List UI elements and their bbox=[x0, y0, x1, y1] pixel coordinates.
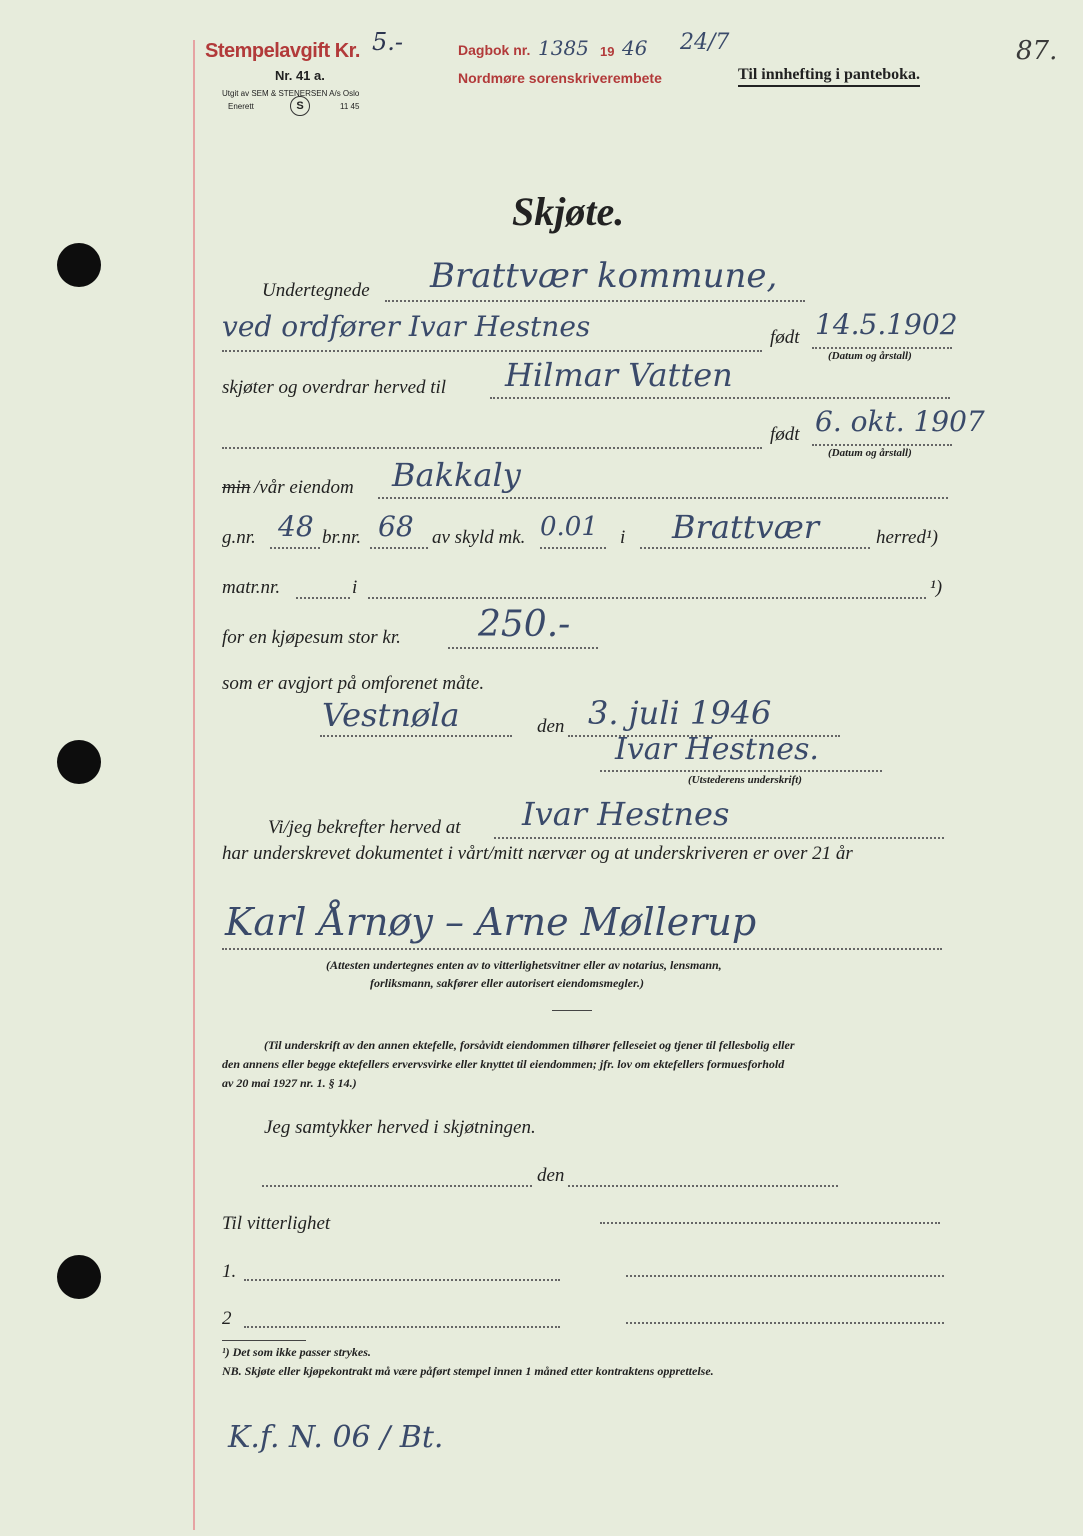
publisher-logo: S bbox=[290, 96, 310, 116]
vitner-signatures: Karl Årnøy – Arne Møllerup bbox=[225, 900, 757, 944]
fodt1-label: født bbox=[770, 327, 800, 348]
matr-line bbox=[296, 597, 350, 599]
witness-1-addr-line bbox=[626, 1275, 944, 1277]
skyld-label: av skyld mk. bbox=[432, 527, 526, 548]
samtykke-signatur-line bbox=[600, 1222, 940, 1224]
page-number: 87. bbox=[1016, 36, 1058, 66]
gnr-line bbox=[270, 547, 320, 549]
brnr-line bbox=[370, 547, 428, 549]
witness-2-name-line bbox=[244, 1326, 560, 1328]
margin-rule bbox=[193, 40, 195, 1530]
stamp-amount: 5.- bbox=[372, 28, 404, 56]
signatur-line bbox=[600, 770, 882, 772]
gnr-label: g.nr. bbox=[222, 527, 256, 548]
fodt2-blank-line bbox=[222, 447, 762, 449]
vitterlighet-label: Til vitterlighet bbox=[222, 1213, 331, 1234]
fodt2-value: 6. okt. 1907 bbox=[815, 405, 985, 438]
footnote-1: ¹) Det som ikke passer strykes. bbox=[222, 1345, 371, 1359]
samtykker-text: Jeg samtykker herved i skjøtningen. bbox=[264, 1117, 536, 1138]
dato-value: 3. juli 1946 bbox=[588, 694, 772, 732]
matr-close: ¹) bbox=[930, 577, 943, 598]
line2-value: ved ordfører Ivar Hestnes bbox=[222, 310, 591, 343]
herred-value: Brattvær bbox=[672, 508, 820, 546]
gnr-value: 48 bbox=[278, 510, 314, 543]
witness-1-name-line bbox=[244, 1279, 560, 1281]
publisher-date: 11 45 bbox=[340, 102, 360, 111]
publisher-line: Utgit av SEM & STENERSEN A/s Oslo bbox=[222, 89, 360, 98]
witness-2-label: 2 bbox=[222, 1308, 232, 1329]
bekrefter-line bbox=[494, 837, 944, 839]
witness-1-label: 1. bbox=[222, 1261, 237, 1282]
fodt2-label: født bbox=[770, 424, 800, 445]
punch-hole-middle bbox=[57, 740, 101, 784]
fodt1-line bbox=[812, 347, 952, 349]
office-name: Nordmøre sorenskriverembete bbox=[458, 70, 662, 86]
datum-label-2: (Datum og årstall) bbox=[828, 447, 912, 459]
skyld-value: 0.01 bbox=[540, 512, 598, 542]
fodt1-value: 14.5.1902 bbox=[815, 308, 958, 341]
herred-label: herred¹) bbox=[876, 527, 938, 548]
fodt2-line bbox=[812, 444, 952, 446]
underskrevet-line: har underskrevet dokumentet i vårt/mitt nærvær og at underskriveren er over 21 år bbox=[222, 843, 853, 864]
eiendom-line bbox=[378, 497, 948, 499]
matr-i-label: i bbox=[352, 577, 358, 598]
sted-value: Vestnøla bbox=[322, 696, 460, 734]
bottom-handwritten-note: K.f. N. 06 / Bt. bbox=[228, 1420, 444, 1455]
kjopesum-label: for en kjøpesum stor kr. bbox=[222, 627, 401, 648]
utsteder-label: (Utstederens underskrift) bbox=[688, 774, 802, 786]
eiendom-value: Bakkaly bbox=[392, 456, 521, 494]
dagbok-year: 46 bbox=[622, 36, 648, 60]
undertegnede-label: Undertegnede bbox=[262, 280, 370, 301]
sted-line bbox=[320, 735, 512, 737]
witness-2-addr-line bbox=[626, 1322, 944, 1324]
bekrefter-label: Vi/jeg bekrefter herved at bbox=[268, 817, 461, 838]
signatur-value: Ivar Hestnes. bbox=[615, 732, 819, 767]
den-label: den bbox=[537, 716, 565, 737]
datum-label-1: (Datum og årstall) bbox=[828, 350, 912, 362]
undertegnede-value: Brattvær kommune, bbox=[430, 256, 778, 296]
skjoter-value: Hilmar Vatten bbox=[505, 356, 733, 394]
vitner-line bbox=[222, 948, 942, 950]
ektefelle-line-1: (Til underskrift av den annen ektefelle, forsåvidt eiendommen tilhører felleseiet og tjener til fellesbolig eller bbox=[264, 1038, 795, 1052]
stamp-title: Stempelavgift Kr. bbox=[205, 40, 360, 62]
samtykke-dato-line bbox=[568, 1185, 838, 1187]
til-innhefting: Til innhefting i panteboka. bbox=[738, 66, 920, 87]
skjoter-line bbox=[490, 397, 950, 399]
attest-line-1: (Attesten undertegnes enten av to vitterlighetsvitner eller av notarius, lensmann, bbox=[326, 958, 722, 972]
punch-hole-top bbox=[57, 243, 101, 287]
dagbok-year-prefix: 19 bbox=[600, 44, 615, 59]
ektefelle-line-2: den annens eller begge ektefellers ervervsvirke eller knyttet til eiendommen; jfr. lov om ektefellers formuesforhold bbox=[222, 1057, 785, 1071]
skyld-line bbox=[540, 547, 606, 549]
footnote-2: NB. Skjøte eller kjøpekontrakt må være påført stempel innen 1 måned etter kontraktens opprettelse. bbox=[222, 1364, 714, 1378]
document-title: Skjøte. bbox=[512, 189, 625, 234]
skjoter-label: skjøter og overdrar herved til bbox=[222, 377, 447, 398]
publisher-enerett: Enerett bbox=[228, 102, 254, 111]
line2-dots bbox=[222, 350, 762, 352]
dagbok-number: 1385 bbox=[538, 36, 589, 60]
min-label: min bbox=[222, 477, 251, 498]
var-eiendom-label: /vår eiendom bbox=[254, 477, 354, 498]
brnr-label: br.nr. bbox=[322, 527, 362, 548]
footnote-rule bbox=[222, 1340, 306, 1341]
den2-label: den bbox=[537, 1165, 565, 1186]
kjopesum-line bbox=[448, 647, 598, 649]
attest-line-2: forliksmann, sakfører eller autorisert eiendomsmegler.) bbox=[370, 976, 645, 990]
matr-label: matr.nr. bbox=[222, 577, 281, 598]
punch-hole-bottom bbox=[57, 1255, 101, 1299]
samtykke-sted-line bbox=[262, 1185, 532, 1187]
ektefelle-line-3: av 20 mai 1927 nr. 1. § 14.) bbox=[222, 1076, 357, 1090]
undertegnede-line bbox=[385, 300, 805, 302]
dagbok-label: Dagbok nr. bbox=[458, 42, 531, 58]
divider-dash bbox=[552, 1010, 592, 1011]
dagbok-date: 24/7 bbox=[680, 30, 730, 55]
i-label: i bbox=[620, 527, 626, 548]
form-number: Nr. 41 a. bbox=[275, 68, 325, 83]
herred-line bbox=[640, 547, 870, 549]
matr-i-line bbox=[368, 597, 926, 599]
bekrefter-value: Ivar Hestnes bbox=[522, 795, 730, 833]
kjopesum-value: 250.- bbox=[478, 604, 571, 645]
brnr-value: 68 bbox=[378, 510, 414, 543]
avgjort-text: som er avgjort på omforenet måte. bbox=[222, 673, 485, 694]
